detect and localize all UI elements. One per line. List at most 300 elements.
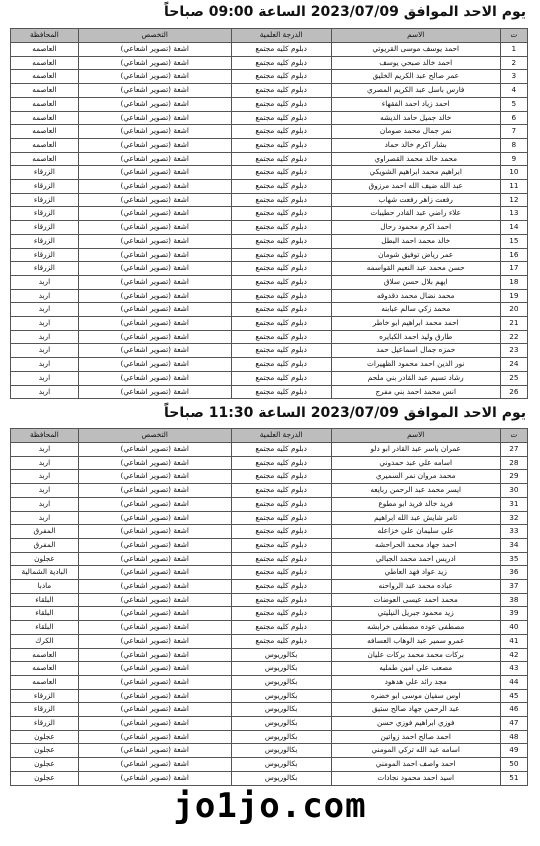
- cell-specialty: اشعة (تصوير اشعاعي): [78, 525, 231, 539]
- table-row: [11, 538, 528, 552]
- table-row: [11, 180, 528, 194]
- cell-specialty: اشعة (تصوير اشعاعي): [78, 497, 231, 511]
- cell-governorate: اربد: [11, 484, 79, 498]
- cell-governorate: العاصمه: [11, 84, 79, 98]
- cell-name: علاء راضي عبد القادر حطيبات: [331, 207, 500, 221]
- table-row: [11, 152, 528, 166]
- cell-number: 49: [500, 744, 527, 758]
- cell-governorate: المفرق: [11, 538, 79, 552]
- cell-governorate: اربد: [11, 371, 79, 385]
- cell-degree: بكالوريوس: [231, 758, 331, 772]
- cell-specialty: اشعة (تصوير اشعاعي): [78, 70, 231, 84]
- cell-number: 35: [500, 552, 527, 566]
- cell-number: 43: [500, 662, 527, 676]
- cell-degree: دبلوم كليه مجتمع: [231, 552, 331, 566]
- cell-degree: دبلوم كليه مجتمع: [231, 43, 331, 57]
- cell-degree: دبلوم كليه مجتمع: [231, 207, 331, 221]
- table-row: [11, 607, 528, 621]
- cell-governorate: الزرقاء: [11, 207, 79, 221]
- cell-specialty: اشعة (تصوير اشعاعي): [78, 771, 231, 785]
- cell-governorate: البلقاء: [11, 607, 79, 621]
- cell-governorate: العاصمه: [11, 43, 79, 57]
- cell-degree: دبلوم كليه مجتمع: [231, 166, 331, 180]
- table-row: [11, 744, 528, 758]
- cell-specialty: اشعة (تصوير اشعاعي): [78, 566, 231, 580]
- cell-name: اوس سفيان موسى ابو خضره: [331, 689, 500, 703]
- cell-specialty: اشعة (تصوير اشعاعي): [78, 689, 231, 703]
- cell-name: محمد احمد عيسى العوضات: [331, 593, 500, 607]
- cell-degree: دبلوم كليه مجتمع: [231, 621, 331, 635]
- cell-name: فوزي ابراهيم فوزي حسن: [331, 717, 500, 731]
- cell-degree: بكالوريوس: [231, 717, 331, 731]
- header-governorate: المحافظة: [11, 29, 79, 43]
- cell-number: 20: [500, 303, 527, 317]
- cell-governorate: اربد: [11, 303, 79, 317]
- cell-name: احمد يوسف موسى القريوتي: [331, 43, 500, 57]
- cell-specialty: اشعة (تصوير اشعاعي): [78, 262, 231, 276]
- cell-governorate: العاصمه: [11, 125, 79, 139]
- cell-number: 21: [500, 317, 527, 331]
- cell-number: 28: [500, 456, 527, 470]
- cell-number: 16: [500, 248, 527, 262]
- cell-governorate: العاصمه: [11, 97, 79, 111]
- table-row: [11, 221, 528, 235]
- cell-number: 40: [500, 621, 527, 635]
- cell-number: 22: [500, 330, 527, 344]
- cell-name: احمد اكرم محمود رحال: [331, 221, 500, 235]
- table-row: [11, 358, 528, 372]
- table-row: [11, 371, 528, 385]
- cell-number: 12: [500, 193, 527, 207]
- cell-degree: بكالوريوس: [231, 662, 331, 676]
- cell-number: 3: [500, 70, 527, 84]
- cell-number: 5: [500, 97, 527, 111]
- cell-governorate: اربد: [11, 511, 79, 525]
- cell-governorate: الزرقاء: [11, 166, 79, 180]
- cell-name: احمد واصف احمد المومني: [331, 758, 500, 772]
- cell-degree: دبلوم كليه مجتمع: [231, 330, 331, 344]
- cell-degree: دبلوم كليه مجتمع: [231, 56, 331, 70]
- cell-degree: دبلوم كليه مجتمع: [231, 180, 331, 194]
- table-header-row: [11, 429, 528, 443]
- cell-governorate: اربد: [11, 497, 79, 511]
- cell-number: 19: [500, 289, 527, 303]
- cell-specialty: اشعة (تصوير اشعاعي): [78, 580, 231, 594]
- cell-name: طارق وليد احمد الكبايره: [331, 330, 500, 344]
- cell-degree: بكالوريوس: [231, 771, 331, 785]
- table-row: [11, 70, 528, 84]
- cell-degree: دبلوم كليه مجتمع: [231, 511, 331, 525]
- cell-name: محمد نضال محمد دقدوقه: [331, 289, 500, 303]
- cell-governorate: العاصمه: [11, 152, 79, 166]
- cell-governorate: اربد: [11, 470, 79, 484]
- cell-name: ثامر شايش عبد الله ابراهيم: [331, 511, 500, 525]
- cell-specialty: اشعة (تصوير اشعاعي): [78, 470, 231, 484]
- cell-specialty: اشعة (تصوير اشعاعي): [78, 193, 231, 207]
- table-row: [11, 385, 528, 399]
- cell-governorate: اربد: [11, 275, 79, 289]
- cell-degree: دبلوم كليه مجتمع: [231, 443, 331, 457]
- cell-degree: بكالوريوس: [231, 675, 331, 689]
- cell-number: 7: [500, 125, 527, 139]
- cell-governorate: العاصمه: [11, 648, 79, 662]
- cell-governorate: البادية الشمالية: [11, 566, 79, 580]
- cell-name: نمر جمال محمد صومان: [331, 125, 500, 139]
- cell-number: 46: [500, 703, 527, 717]
- table-row: [11, 662, 528, 676]
- table-row: [11, 648, 528, 662]
- cell-name: ايهم بلال حسن سلاق: [331, 275, 500, 289]
- cell-number: 24: [500, 358, 527, 372]
- table-row: [11, 689, 528, 703]
- cell-degree: دبلوم كليه مجتمع: [231, 125, 331, 139]
- cell-degree: دبلوم كليه مجتمع: [231, 344, 331, 358]
- cell-number: 50: [500, 758, 527, 772]
- cell-governorate: العاصمه: [11, 138, 79, 152]
- cell-degree: بكالوريوس: [231, 730, 331, 744]
- cell-specialty: اشعة (تصوير اشعاعي): [78, 717, 231, 731]
- cell-degree: بكالوريوس: [231, 744, 331, 758]
- cell-governorate: الزرقاء: [11, 234, 79, 248]
- cell-degree: دبلوم كليه مجتمع: [231, 525, 331, 539]
- cell-name: مجد رائد علي هدهود: [331, 675, 500, 689]
- cell-number: 33: [500, 525, 527, 539]
- cell-number: 2: [500, 56, 527, 70]
- cell-specialty: اشعة (تصوير اشعاعي): [78, 221, 231, 235]
- table-row: [11, 730, 528, 744]
- cell-degree: دبلوم كليه مجتمع: [231, 84, 331, 98]
- cell-name: ابراهيم محمد ابراهيم الشويكي: [331, 166, 500, 180]
- cell-governorate: العاصمه: [11, 662, 79, 676]
- cell-number: 36: [500, 566, 527, 580]
- cell-number: 14: [500, 221, 527, 235]
- cell-governorate: مادبا: [11, 580, 79, 594]
- cell-name: احمد محمد ابراهيم ابو خاطر: [331, 317, 500, 331]
- cell-number: 30: [500, 484, 527, 498]
- cell-specialty: اشعة (تصوير اشعاعي): [78, 634, 231, 648]
- cell-degree: دبلوم كليه مجتمع: [231, 303, 331, 317]
- cell-specialty: اشعة (تصوير اشعاعي): [78, 97, 231, 111]
- cell-specialty: اشعة (تصوير اشعاعي): [78, 275, 231, 289]
- cell-governorate: العاصمه: [11, 70, 79, 84]
- cell-name: عمر رياض توفيق شومان: [331, 248, 500, 262]
- table-row: [11, 193, 528, 207]
- cell-degree: دبلوم كليه مجتمع: [231, 234, 331, 248]
- cell-name: زيد عواد فهد العاطي: [331, 566, 500, 580]
- cell-name: عمران ياسر عبد القادر ابو دلو: [331, 443, 500, 457]
- cell-number: 10: [500, 166, 527, 180]
- cell-number: 34: [500, 538, 527, 552]
- cell-degree: دبلوم كليه مجتمع: [231, 580, 331, 594]
- table-row: [11, 97, 528, 111]
- cell-degree: دبلوم كليه مجتمع: [231, 70, 331, 84]
- cell-number: 17: [500, 262, 527, 276]
- cell-governorate: العاصمه: [11, 111, 79, 125]
- cell-number: 15: [500, 234, 527, 248]
- cell-number: 45: [500, 689, 527, 703]
- cell-specialty: اشعة (تصوير اشعاعي): [78, 330, 231, 344]
- cell-name: اسامه علي عبد حمدوني: [331, 456, 500, 470]
- table-row: [11, 566, 528, 580]
- cell-name: رفعت زاهر رفعت شهاب: [331, 193, 500, 207]
- cell-number: 41: [500, 634, 527, 648]
- cell-specialty: اشعة (تصوير اشعاعي): [78, 111, 231, 125]
- cell-specialty: اشعة (تصوير اشعاعي): [78, 730, 231, 744]
- cell-name: خالد جميل حامد الديشه: [331, 111, 500, 125]
- table-row: [11, 580, 528, 594]
- cell-governorate: الزرقاء: [11, 262, 79, 276]
- cell-name: خالد محمد احمد البطل: [331, 234, 500, 248]
- section-2-table: [10, 428, 528, 786]
- cell-number: 39: [500, 607, 527, 621]
- cell-name: اسيد احمد محمود نجادات: [331, 771, 500, 785]
- cell-specialty: اشعة (تصوير اشعاعي): [78, 538, 231, 552]
- cell-specialty: اشعة (تصوير اشعاعي): [78, 758, 231, 772]
- cell-specialty: اشعة (تصوير اشعاعي): [78, 511, 231, 525]
- cell-name: احمد زياد احمد الفقهاء: [331, 97, 500, 111]
- table-row: [11, 443, 528, 457]
- cell-specialty: اشعة (تصوير اشعاعي): [78, 371, 231, 385]
- cell-name: احمد جهاد محمد الحراحشه: [331, 538, 500, 552]
- cell-name: عمرو سمير عبد الوهاب العسافه: [331, 634, 500, 648]
- table-row: [11, 138, 528, 152]
- section-1-title: يوم الاحد الموافق 2023/07/09 الساعة 09:00 صباحاً: [164, 4, 526, 20]
- cell-specialty: اشعة (تصوير اشعاعي): [78, 152, 231, 166]
- cell-specialty: اشعة (تصوير اشعاعي): [78, 662, 231, 676]
- cell-degree: دبلوم كليه مجتمع: [231, 484, 331, 498]
- cell-name: ايسر محمد عبد الرحمن ربايعه: [331, 484, 500, 498]
- header-degree: الدرجة العلمية: [231, 29, 331, 43]
- cell-name: زيد محمود جبريل النيليتي: [331, 607, 500, 621]
- table-row: [11, 166, 528, 180]
- cell-number: 23: [500, 344, 527, 358]
- header-specialty: التخصص: [78, 29, 231, 43]
- cell-specialty: اشعة (تصوير اشعاعي): [78, 207, 231, 221]
- cell-name: عباده محمد عبد الرواحنه: [331, 580, 500, 594]
- cell-specialty: اشعة (تصوير اشعاعي): [78, 593, 231, 607]
- table-row: [11, 497, 528, 511]
- cell-specialty: اشعة (تصوير اشعاعي): [78, 675, 231, 689]
- cell-specialty: اشعة (تصوير اشعاعي): [78, 358, 231, 372]
- cell-degree: دبلوم كليه مجتمع: [231, 275, 331, 289]
- table-row: [11, 703, 528, 717]
- header-number: ت: [500, 429, 527, 443]
- table-header-row: [11, 29, 528, 43]
- table-row: [11, 111, 528, 125]
- cell-degree: دبلوم كليه مجتمع: [231, 593, 331, 607]
- cell-degree: دبلوم كليه مجتمع: [231, 497, 331, 511]
- header-name: الاسم: [331, 29, 500, 43]
- cell-specialty: اشعة (تصوير اشعاعي): [78, 125, 231, 139]
- cell-number: 11: [500, 180, 527, 194]
- cell-governorate: اربد: [11, 385, 79, 399]
- table-row: [11, 771, 528, 785]
- table-row: [11, 484, 528, 498]
- cell-number: 29: [500, 470, 527, 484]
- table-row: [11, 125, 528, 139]
- table-row: [11, 330, 528, 344]
- cell-name: انس محمد احمد بني مفرج: [331, 385, 500, 399]
- cell-governorate: الزرقاء: [11, 248, 79, 262]
- section-1-table: [10, 28, 528, 399]
- cell-degree: دبلوم كليه مجتمع: [231, 371, 331, 385]
- cell-number: 31: [500, 497, 527, 511]
- cell-specialty: اشعة (تصوير اشعاعي): [78, 317, 231, 331]
- table-row: [11, 593, 528, 607]
- header-governorate: المحافظة: [11, 429, 79, 443]
- cell-governorate: الزرقاء: [11, 180, 79, 194]
- cell-degree: دبلوم كليه مجتمع: [231, 358, 331, 372]
- cell-number: 1: [500, 43, 527, 57]
- cell-number: 37: [500, 580, 527, 594]
- table-row: [11, 56, 528, 70]
- cell-number: 48: [500, 730, 527, 744]
- cell-specialty: اشعة (تصوير اشعاعي): [78, 621, 231, 635]
- cell-governorate: الزرقاء: [11, 703, 79, 717]
- cell-degree: دبلوم كليه مجتمع: [231, 221, 331, 235]
- cell-number: 4: [500, 84, 527, 98]
- cell-number: 26: [500, 385, 527, 399]
- cell-specialty: اشعة (تصوير اشعاعي): [78, 456, 231, 470]
- cell-governorate: الزرقاء: [11, 193, 79, 207]
- cell-number: 32: [500, 511, 527, 525]
- cell-specialty: اشعة (تصوير اشعاعي): [78, 385, 231, 399]
- cell-degree: دبلوم كليه مجتمع: [231, 111, 331, 125]
- cell-governorate: عجلون: [11, 552, 79, 566]
- cell-specialty: اشعة (تصوير اشعاعي): [78, 484, 231, 498]
- cell-name: محمد مروان نمر السميري: [331, 470, 500, 484]
- table-row: [11, 248, 528, 262]
- cell-name: عبد الرحمن جهاد صالح ستيق: [331, 703, 500, 717]
- table-row: [11, 207, 528, 221]
- cell-degree: دبلوم كليه مجتمع: [231, 470, 331, 484]
- cell-governorate: عجلون: [11, 758, 79, 772]
- cell-specialty: اشعة (تصوير اشعاعي): [78, 443, 231, 457]
- cell-degree: بكالوريوس: [231, 648, 331, 662]
- header-number: ت: [500, 29, 527, 43]
- cell-number: 51: [500, 771, 527, 785]
- cell-governorate: اربد: [11, 358, 79, 372]
- cell-degree: بكالوريوس: [231, 703, 331, 717]
- cell-specialty: اشعة (تصوير اشعاعي): [78, 289, 231, 303]
- cell-number: 18: [500, 275, 527, 289]
- table-row: [11, 289, 528, 303]
- cell-name: علي سليمان علي خزاعله: [331, 525, 500, 539]
- cell-specialty: اشعة (تصوير اشعاعي): [78, 648, 231, 662]
- cell-governorate: عجلون: [11, 730, 79, 744]
- cell-name: رشاد تسيم عبد القادر بني ملحم: [331, 371, 500, 385]
- cell-governorate: اربد: [11, 317, 79, 331]
- cell-governorate: الزرقاء: [11, 717, 79, 731]
- table-row: [11, 675, 528, 689]
- cell-name: عبد الله ضيف الله احمد مرزوق: [331, 180, 500, 194]
- table-row: [11, 552, 528, 566]
- table-row: [11, 511, 528, 525]
- cell-degree: دبلوم كليه مجتمع: [231, 248, 331, 262]
- cell-name: محمد خالد محمد القصراوي: [331, 152, 500, 166]
- table-row: [11, 717, 528, 731]
- table-row: [11, 303, 528, 317]
- table-row: [11, 275, 528, 289]
- cell-name: نور الدين احمد محمود الظهيرات: [331, 358, 500, 372]
- table-row: [11, 621, 528, 635]
- table-row: [11, 456, 528, 470]
- table-row: [11, 43, 528, 57]
- cell-governorate: العاصمه: [11, 675, 79, 689]
- cell-governorate: الزرقاء: [11, 689, 79, 703]
- cell-number: 42: [500, 648, 527, 662]
- cell-name: مصعب علي امين طمليه: [331, 662, 500, 676]
- cell-name: اسامه عبد الله تركي المومني: [331, 744, 500, 758]
- cell-name: حسن محمد عبد النعيم القواسمه: [331, 262, 500, 276]
- cell-name: بشار اكرم خالد حماد: [331, 138, 500, 152]
- cell-degree: دبلوم كليه مجتمع: [231, 193, 331, 207]
- header-degree: الدرجة العلمية: [231, 429, 331, 443]
- cell-name: حمزه جمال اسماعيل حمد: [331, 344, 500, 358]
- cell-governorate: اربد: [11, 443, 79, 457]
- cell-governorate: المفرق: [11, 525, 79, 539]
- cell-governorate: الكرك: [11, 634, 79, 648]
- cell-number: 44: [500, 675, 527, 689]
- table-row: [11, 758, 528, 772]
- cell-governorate: البلقاء: [11, 621, 79, 635]
- cell-number: 9: [500, 152, 527, 166]
- cell-name: احمد خالد صبحي يوسف: [331, 56, 500, 70]
- cell-degree: دبلوم كليه مجتمع: [231, 317, 331, 331]
- cell-governorate: عجلون: [11, 744, 79, 758]
- cell-number: 25: [500, 371, 527, 385]
- cell-degree: دبلوم كليه مجتمع: [231, 607, 331, 621]
- cell-specialty: اشعة (تصوير اشعاعي): [78, 43, 231, 57]
- cell-number: 8: [500, 138, 527, 152]
- table-row: [11, 262, 528, 276]
- cell-name: محمد زكي سالم عبابنه: [331, 303, 500, 317]
- cell-governorate: عجلون: [11, 771, 79, 785]
- cell-number: 38: [500, 593, 527, 607]
- cell-specialty: اشعة (تصوير اشعاعي): [78, 166, 231, 180]
- cell-governorate: الزرقاء: [11, 221, 79, 235]
- cell-governorate: اربد: [11, 330, 79, 344]
- cell-specialty: اشعة (تصوير اشعاعي): [78, 234, 231, 248]
- cell-name: بركات محمد محمد بركات عليان: [331, 648, 500, 662]
- cell-name: فريد خالد فريد ابو مطوع: [331, 497, 500, 511]
- table-row: [11, 234, 528, 248]
- cell-name: مصطفى عوده مصطفى خرابشه: [331, 621, 500, 635]
- table-row: [11, 84, 528, 98]
- cell-degree: بكالوريوس: [231, 689, 331, 703]
- cell-degree: دبلوم كليه مجتمع: [231, 262, 331, 276]
- cell-specialty: اشعة (تصوير اشعاعي): [78, 56, 231, 70]
- cell-degree: دبلوم كليه مجتمع: [231, 385, 331, 399]
- cell-specialty: اشعة (تصوير اشعاعي): [78, 248, 231, 262]
- cell-specialty: اشعة (تصوير اشعاعي): [78, 303, 231, 317]
- cell-number: 47: [500, 717, 527, 731]
- cell-degree: دبلوم كليه مجتمع: [231, 138, 331, 152]
- cell-specialty: اشعة (تصوير اشعاعي): [78, 138, 231, 152]
- cell-degree: دبلوم كليه مجتمع: [231, 538, 331, 552]
- header-specialty: التخصص: [78, 429, 231, 443]
- cell-governorate: العاصمه: [11, 56, 79, 70]
- cell-number: 6: [500, 111, 527, 125]
- cell-specialty: اشعة (تصوير اشعاعي): [78, 344, 231, 358]
- section-2-title: يوم الاحد الموافق 2023/07/09 الساعة 11:30 صباحاً: [164, 405, 526, 421]
- cell-degree: دبلوم كليه مجتمع: [231, 566, 331, 580]
- cell-specialty: اشعة (تصوير اشعاعي): [78, 84, 231, 98]
- cell-specialty: اشعة (تصوير اشعاعي): [78, 703, 231, 717]
- cell-governorate: اربد: [11, 289, 79, 303]
- header-name: الاسم: [331, 429, 500, 443]
- cell-governorate: اربد: [11, 344, 79, 358]
